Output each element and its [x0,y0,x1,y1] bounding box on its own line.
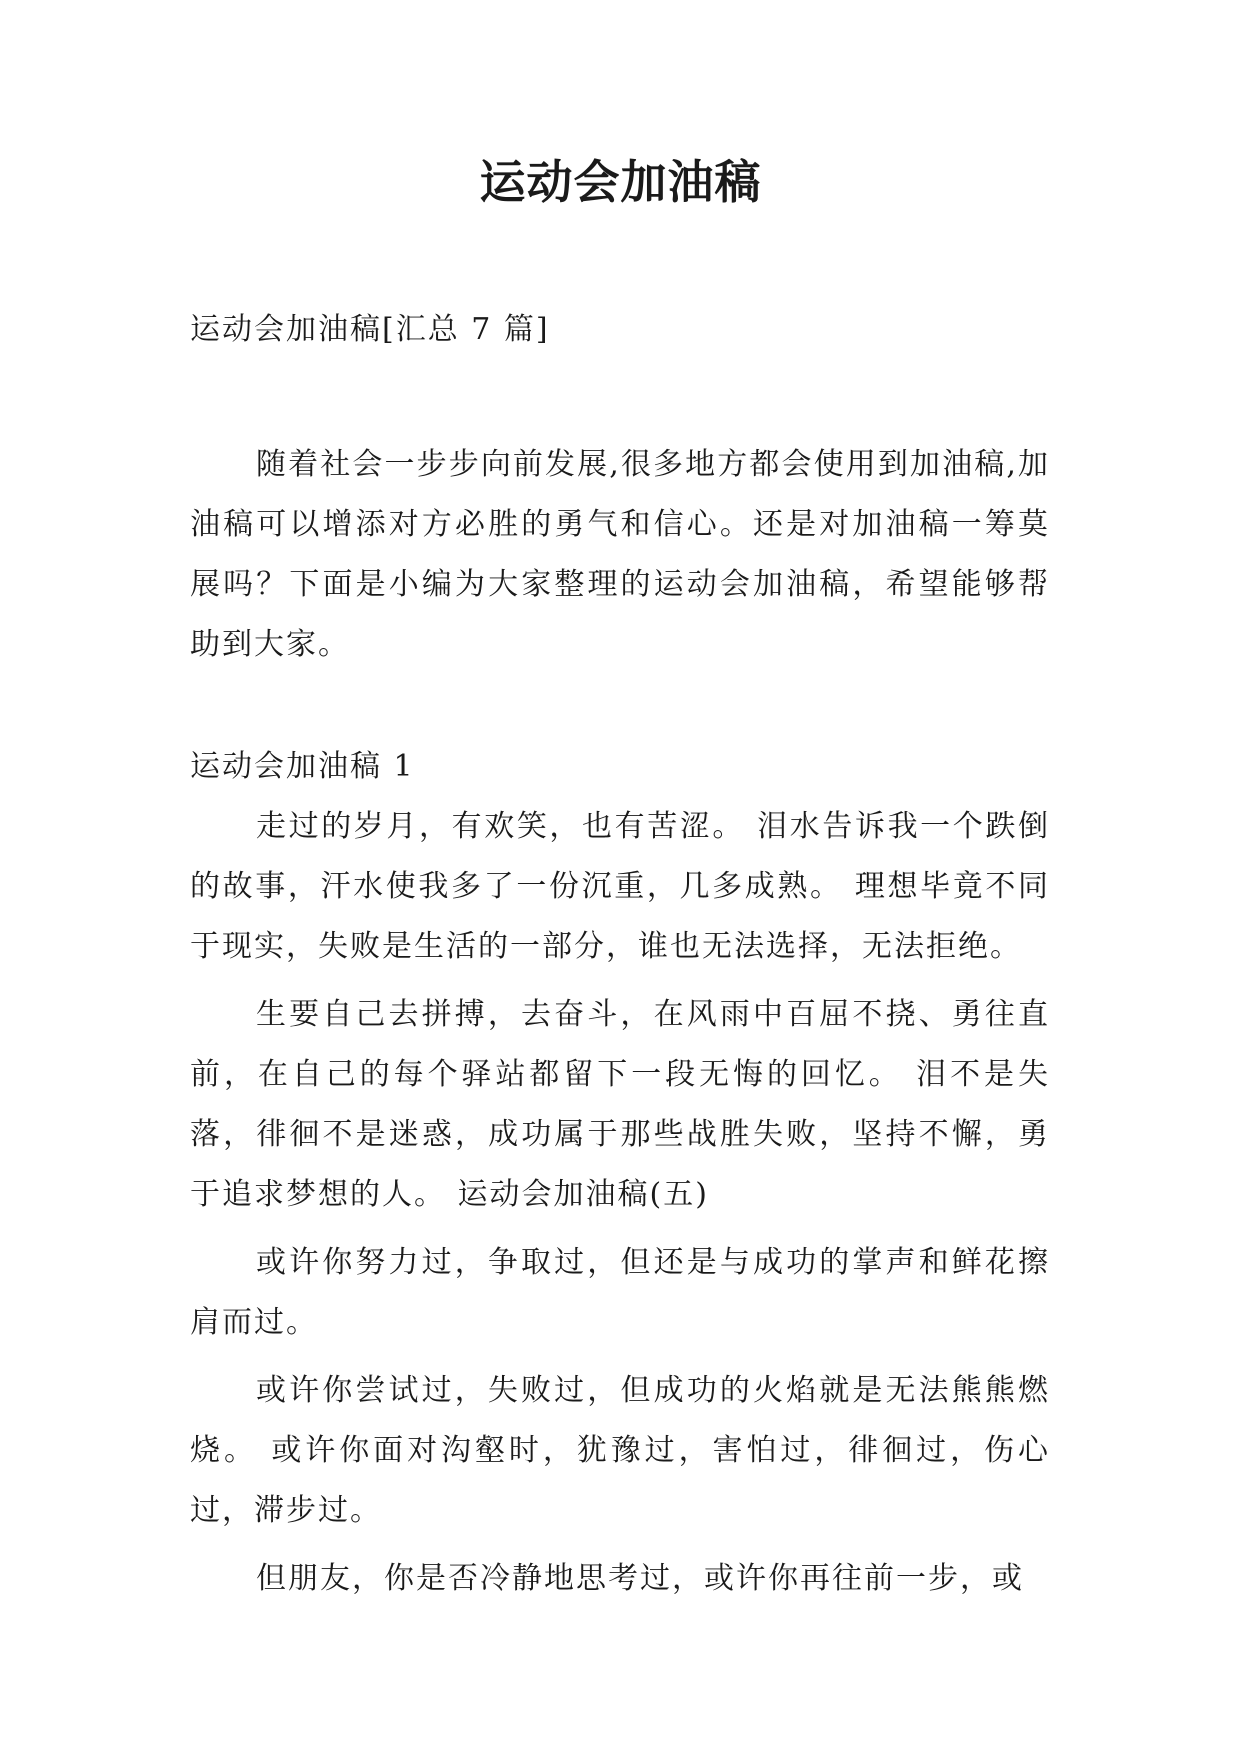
section-heading: 运动会加油稿 1 [190,749,415,784]
body-paragraph: 或许你努力过，争取过，但还是与成功的掌声和鲜花擦肩而过。 [190,1245,1050,1340]
document-title: 运动会加油稿 [479,155,762,209]
body-paragraph: 但朋友，你是否冷静地思考过，或许你再往前一步，或 [256,1561,1024,1596]
body-paragraph: 走过的岁月，有欢笑，也有苦涩。 泪水告诉我一个跌倒的故事，汗水使我多了一份沉重，几多成熟。 理想毕竟不同于现实，失败是生活的一部分，谁也无法选择，无法拒绝。 [190,809,1050,964]
document-subtitle: 运动会加油稿[汇总 7 篇] [190,312,550,347]
intro-paragraph: 随着社会一步步向前发展,很多地方都会使用到加油稿,加油稿可以增添对方必胜的勇气和信心。还是对加油稿一筹莫展吗？下面是小编为大家整理的运动会加油稿，希望能够帮助到大家。 [190,447,1050,662]
body-paragraph: 或许你尝试过，失败过，但成功的火焰就是无法熊熊燃烧。 或许你面对沟壑时，犹豫过，害怕过，徘徊过，伤心过，滞步过。 [190,1373,1050,1528]
body-paragraph: 生要自己去拼搏，去奋斗，在风雨中百屈不挠、勇往直前，在自己的每个驿站都留下一段无悔的回忆。 泪不是失落，徘徊不是迷惑，成功属于那些战胜失败，坚持不懈，勇于追求梦想的人。 运动会加油稿(五) [190,997,1050,1212]
document-body [190,300,1050,1609]
